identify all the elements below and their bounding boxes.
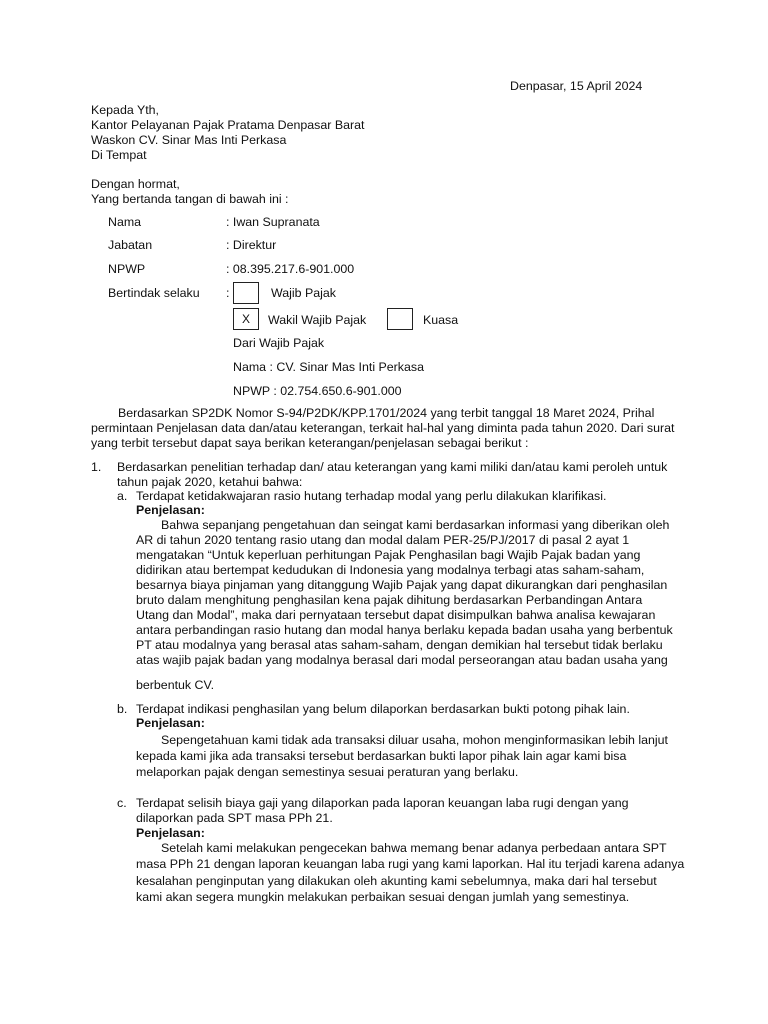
acting-label: Bertindak selaku xyxy=(108,286,200,300)
recipient-line: Waskon CV. Sinar Mas Inti Perkasa xyxy=(91,133,287,147)
item-b-letter: b. xyxy=(117,702,128,716)
item-b-line: Sepengetahuan kami tidak ada transaksi diluar usaha, mohon menginformasikan lebih lanjut xyxy=(161,733,668,747)
basis-line-3: yang terbit tersebut dapat saya berikan keterangan/penjelasan sebagai berikut : xyxy=(91,436,529,450)
item-a-line: antara perbandingan rasio hutang dan modal hanya berlaku kepada badan usaha yang berbentuk xyxy=(136,623,673,637)
name-label: Nama xyxy=(108,215,142,229)
item-a-title: Terdapat ketidakwajaran rasio hutang terhadap modal yang perlu dilakukan klarifikasi. xyxy=(136,489,607,503)
acting-colon: : xyxy=(226,286,230,300)
intro-line: Yang bertanda tangan di bawah ini : xyxy=(91,192,289,206)
item-c-title-line: Terdapat selisih biaya gaji yang dilaporkan pada laporan keuangan laba rugi dengan yang xyxy=(136,796,629,810)
from-taxpayer-npwp: NPWP : 02.754.650.6-901.000 xyxy=(233,384,402,398)
recipient-line: Di Tempat xyxy=(91,148,147,162)
item-c-line: Setelah kami melakukan pengecekan bahwa memang benar adanya perbedaan antara SPT xyxy=(161,841,667,855)
name-value: : Iwan Supranata xyxy=(226,215,320,229)
position-label: Jabatan xyxy=(108,238,153,252)
item-a-line: PT atau modalnya yang berasal atas saham-saham, dengan demikian hal tersebut tidak berlaku xyxy=(136,638,663,652)
point-1-line: Berdasarkan penelitian terhadap dan/ atau keterangan yang kami miliki dan/atau kami peroleh untuk xyxy=(117,460,668,474)
npwp-value: : 08.395.217.6-901.000 xyxy=(226,262,355,276)
taxpayer-checkbox[interactable] xyxy=(233,282,259,304)
item-b-line: kepada kami jika ada transaksi tersebut berdasarkan bukti lapor pihak lain agar kami bisa xyxy=(136,749,627,763)
taxpayer-rep-checkbox[interactable] xyxy=(233,308,259,330)
item-a-line: AR di tahun 2020 tentang rasio utang dan modal dalam PER-25/PJ/2017 di pasal 2 ayat 1 xyxy=(136,533,630,547)
taxpayer-label: Wajib Pajak xyxy=(271,286,336,300)
item-a-line: Utang dan Modal”, maka dari pernyataan tersebut dapat disimpulkan bahwa analisa kewajaran xyxy=(136,608,656,622)
point-1-line: tahun pajak 2020, ketahui bahwa: xyxy=(117,475,303,489)
item-b-title: Terdapat indikasi penghasilan yang belum dilaporkan berdasarkan bukti potong pihak lain. xyxy=(136,702,630,716)
recipient-line: Kantor Pelayanan Pajak Pratama Denpasar Barat xyxy=(91,118,365,132)
item-c-explanation-label: Penjelasan: xyxy=(136,826,205,840)
recipient-line: Kepada Yth, xyxy=(91,103,159,117)
basis-line-2: permintaan Penjelasan data dan/atau keterangan, terkait hal-hal yang diminta pada tahun 2020. Dari surat xyxy=(91,421,675,435)
item-a-line: mengatakan “Untuk keperluan perhitungan Pajak Penghasilan bagi Wajib Pajak badan yang xyxy=(136,548,641,562)
taxpayer-rep-label: Wakil Wajib Pajak xyxy=(268,313,367,327)
item-b-explanation-label: Penjelasan: xyxy=(136,716,205,730)
item-c-line: kami akan segera mungkin melakukan perbaikan sesuai dengan jumlah yang semestinya. xyxy=(136,890,630,904)
item-a-line: besarnya biaya pinjaman yang ditanggung Wajib Pajak yang dapat dikurangkan dari penghasilan xyxy=(136,578,668,592)
from-taxpayer-heading: Dari Wajib Pajak xyxy=(233,336,325,350)
npwp-label: NPWP xyxy=(108,262,146,276)
proxy-label: Kuasa xyxy=(423,313,459,327)
from-taxpayer-name: Nama : CV. Sinar Mas Inti Perkasa xyxy=(233,360,424,374)
item-b-line: melaporkan pajak dengan semestinya sesuai peraturan yang berlaku. xyxy=(136,765,519,779)
item-c-line: masa PPh 21 dengan laporan keuangan laba rugi yang kami laporkan. Hal itu terjadi karena adanya xyxy=(136,857,685,871)
item-a-line: atas wajib pajak badan yang modalnya berasal dari modal perseorangan atau badan usaha yang xyxy=(136,653,668,667)
item-c-letter: c. xyxy=(117,796,127,810)
item-c-title-line: dilaporkan pada SPT masa PPh 21. xyxy=(136,811,333,825)
proxy-checkbox[interactable] xyxy=(387,308,413,330)
position-value: : Direktur xyxy=(226,238,277,252)
item-a-line: bruto dalam menghitung penghasilan kena pajak dihitung berdasarkan Perbandingan Antara xyxy=(136,593,643,607)
item-a-line: Bahwa sepanjang pengetahuan dan seingat kami berdasarkan informasi yang diberikan oleh xyxy=(161,518,670,532)
point-1-number: 1. xyxy=(91,460,102,474)
greeting: Dengan hormat, xyxy=(91,177,180,191)
item-a-letter: a. xyxy=(117,489,128,503)
item-a-line: berbentuk CV. xyxy=(136,678,215,692)
item-a-line: didirikan atau bertempat kedudukan di Indonesia yang modalnya terbagi atas saham-saham, xyxy=(136,563,645,577)
basis-line-1: Berdasarkan SP2DK Nomor S-94/P2DK/KPP.1701/2024 yang terbit tanggal 18 Maret 2024, Prihal xyxy=(118,406,655,420)
place-date: Denpasar, 15 April 2024 xyxy=(510,79,643,93)
item-a-explanation-label: Penjelasan: xyxy=(136,503,205,517)
checkbox-x-mark: X xyxy=(241,312,250,326)
item-c-line: kesalahan penginputan yang dilakukan oleh akunting kami sebelumnya, maka dari hal tersebut xyxy=(136,874,657,888)
